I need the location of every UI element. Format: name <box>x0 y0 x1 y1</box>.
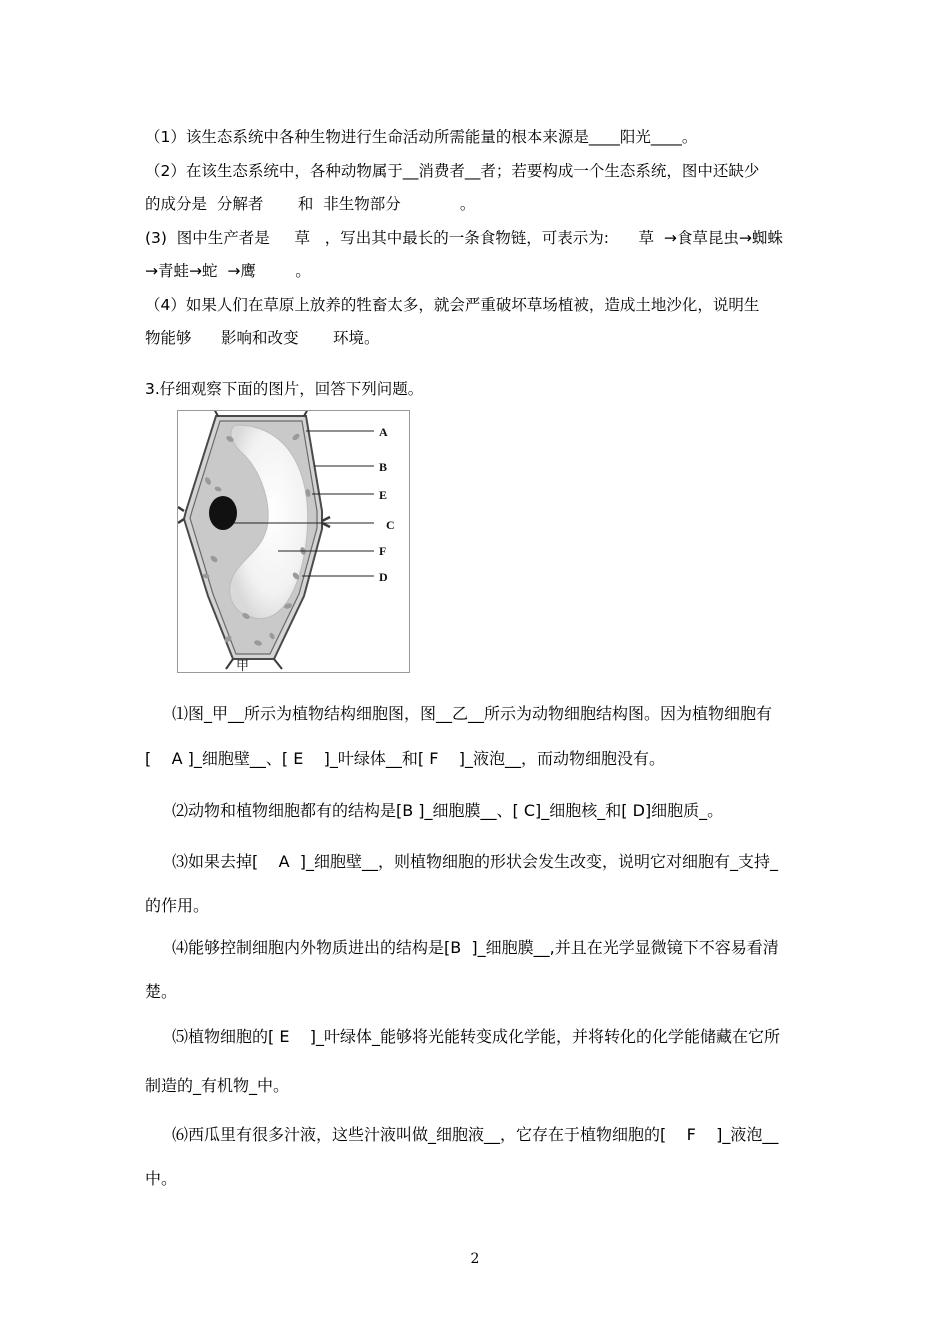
plant-cell-figure <box>177 410 410 673</box>
q3-item-3a: ⑶如果去掉[ A ]_细胞壁__，则植物细胞的形状会发生改变，说明它对细胞有_支持_ <box>172 852 778 871</box>
label-f: F <box>379 544 387 558</box>
q3-item-3b: 的作用。 <box>145 896 210 915</box>
q3-item-1a: ⑴图_甲__所示为植物结构细胞图，图__乙__所示为动物细胞结构图。因为植物细胞有 <box>172 704 773 723</box>
answer-line-7: 物能够 影响和改变 环境。 <box>145 329 380 347</box>
label-b: B <box>379 460 388 474</box>
page-number: 2 <box>470 1251 480 1267</box>
figure-caption: 甲 <box>236 659 250 672</box>
q3-item-2: ⑵动物和植物细胞都有的结构是[B ]_细胞膜__、[ C]_细胞核_和[ D]细胞质_。 <box>172 801 724 820</box>
q3-item-1b: [ A ]_细胞壁__、[ E ]_叶绿体__和[ F ]_液泡__，而动物细胞没有。 <box>145 749 666 768</box>
answer-line-1: （1）该生态系统中各种生物进行生命活动所需能量的根本来源是____阳光____。 <box>145 128 698 146</box>
plant-cell-diagram <box>178 411 409 672</box>
label-e: E <box>379 488 388 502</box>
q3-item-4b: 楚。 <box>145 982 178 1001</box>
label-d: D <box>379 570 388 584</box>
nucleus <box>209 496 237 530</box>
q3-item-6a: ⑹西瓜里有很多汁液，这些汁液叫做_细胞液__，它存在于植物细胞的[ F ]_液泡__ <box>172 1125 779 1144</box>
label-a: A <box>379 425 388 439</box>
answer-line-6: （4）如果人们在草原上放养的牲畜太多，就会严重破坏草场植被，造成土地沙化，说明生 <box>145 296 760 314</box>
answer-line-2: （2）在该生态系统中，各种动物属于__消费者__者；若要构成一个生态系统，图中还缺少 <box>145 162 760 180</box>
q3-item-5a: ⑸植物细胞的[ E ]_叶绿体_能够将光能转变成化学能，并将转化的化学能储藏在它所 <box>172 1027 781 1046</box>
label-c: C <box>386 518 395 532</box>
question-3-heading: 3.仔细观察下面的图片，回答下列问题。 <box>145 380 424 398</box>
q3-item-6b: 中。 <box>145 1169 178 1188</box>
q3-item-5b: 制造的_有机物_中。 <box>145 1076 290 1095</box>
q3-item-4a: ⑷能够控制细胞内外物质进出的结构是[B ]_细胞膜__,并且在光学显微镜下不容易看清 <box>172 938 779 957</box>
answer-line-3: 的成分是 分解者 和 非生物部分 。 <box>145 195 476 213</box>
answer-line-5: →青蛙→蛇 →鹰 。 <box>145 262 311 280</box>
answer-line-4: (3) 图中生产者是 草 ，写出其中最长的一条食物链，可表示为: 草 →食草昆虫→蜘蛛 <box>145 229 783 247</box>
